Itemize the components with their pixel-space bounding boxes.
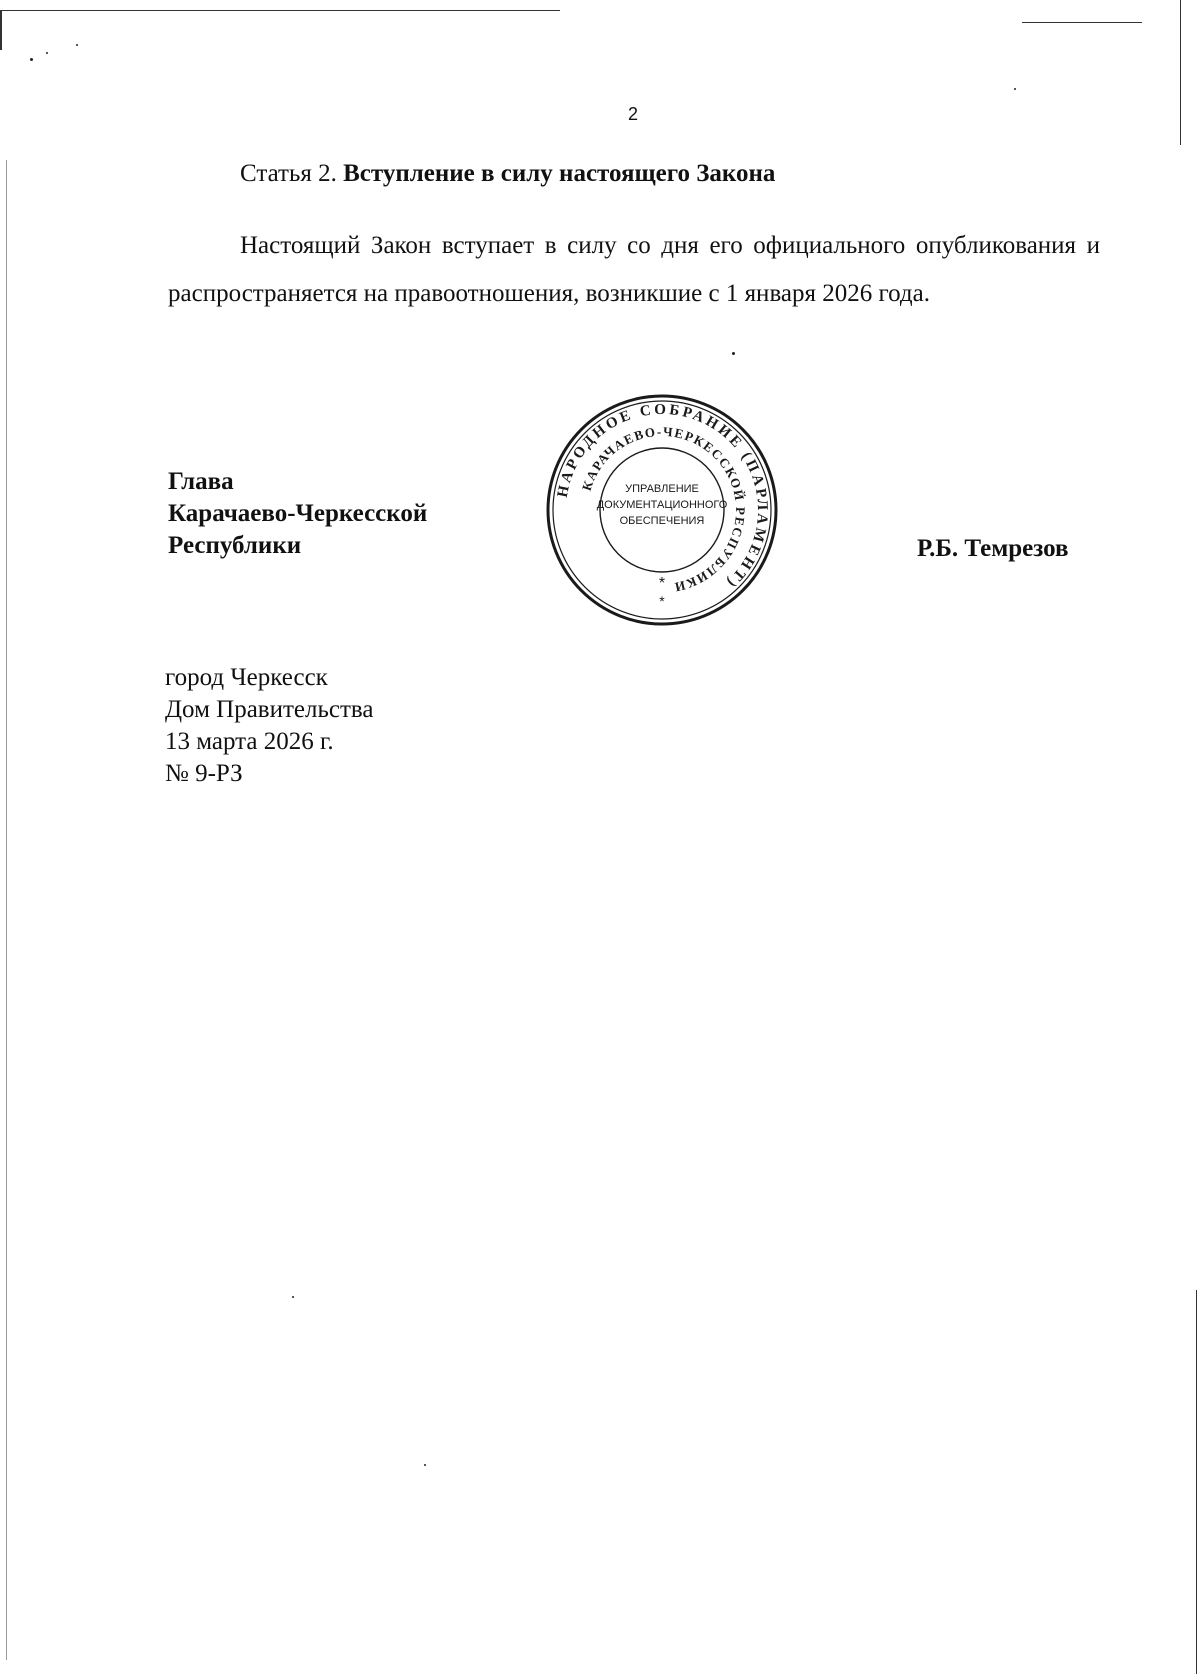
position-line-1: Глава <box>168 468 234 495</box>
stamp-star-icon: * <box>659 593 665 609</box>
signatory-position <box>168 466 427 562</box>
date: 13 марта 2026 г. <box>165 728 334 755</box>
place-and-date <box>165 662 373 790</box>
article-title: Вступление в силу настоящего Закона <box>343 160 776 187</box>
scan-speck <box>76 44 78 46</box>
scan-speck <box>46 52 48 54</box>
article-heading <box>240 160 775 188</box>
law-number: № 9-РЗ <box>165 760 243 787</box>
stamp-star-icon: * <box>658 575 666 592</box>
article-prefix: Статья 2. <box>240 160 337 187</box>
stamp-center-line-2: ДОКУМЕНТАЦИОННОГО <box>596 499 728 511</box>
scan-artifact-top-right <box>1022 22 1142 23</box>
scan-speck <box>292 1296 294 1298</box>
stamp-center-line-1: УПРАВЛЕНИЕ <box>625 483 699 495</box>
scan-artifact-top-left <box>0 10 560 11</box>
scan-artifact-left-margin <box>6 160 7 1660</box>
official-stamp <box>544 392 780 628</box>
stamp-outer-text: НАРОДНОЕ СОБРАНИЕ (ПАРЛАМЕНТ) <box>554 401 771 592</box>
scan-speck <box>30 58 33 61</box>
scan-speck <box>732 352 735 355</box>
stamp-seal-graphic <box>544 392 780 628</box>
page-number: 2 <box>628 104 639 124</box>
scan-artifact-right-edge-bottom <box>1196 1290 1197 1674</box>
scan-artifact-right-edge <box>1180 0 1181 145</box>
stamp-ring-text: КАРАЧАЕВО-ЧЕРКЕССКОЙ РЕСПУБЛИКИ <box>578 423 749 596</box>
article-text: Настоящий Закон вступает в силу со дня его официального опубликования и распространяется на правоотношения, возникшие с 1 января 2026 года. <box>168 232 1100 307</box>
city: город Черкесск <box>165 664 328 691</box>
signatory-name: Р.Б. Темрезов <box>917 535 1069 562</box>
position-line-2: Карачаево-Черкесской <box>168 500 428 527</box>
stamp-center-line-3: ОБЕСПЕЧЕНИЯ <box>619 515 705 527</box>
scan-speck <box>424 1464 426 1466</box>
position-line-3: Республики <box>168 532 302 559</box>
building: Дом Правительства <box>165 696 374 723</box>
scan-artifact-left-edge <box>0 10 2 50</box>
scan-speck <box>1014 88 1016 90</box>
